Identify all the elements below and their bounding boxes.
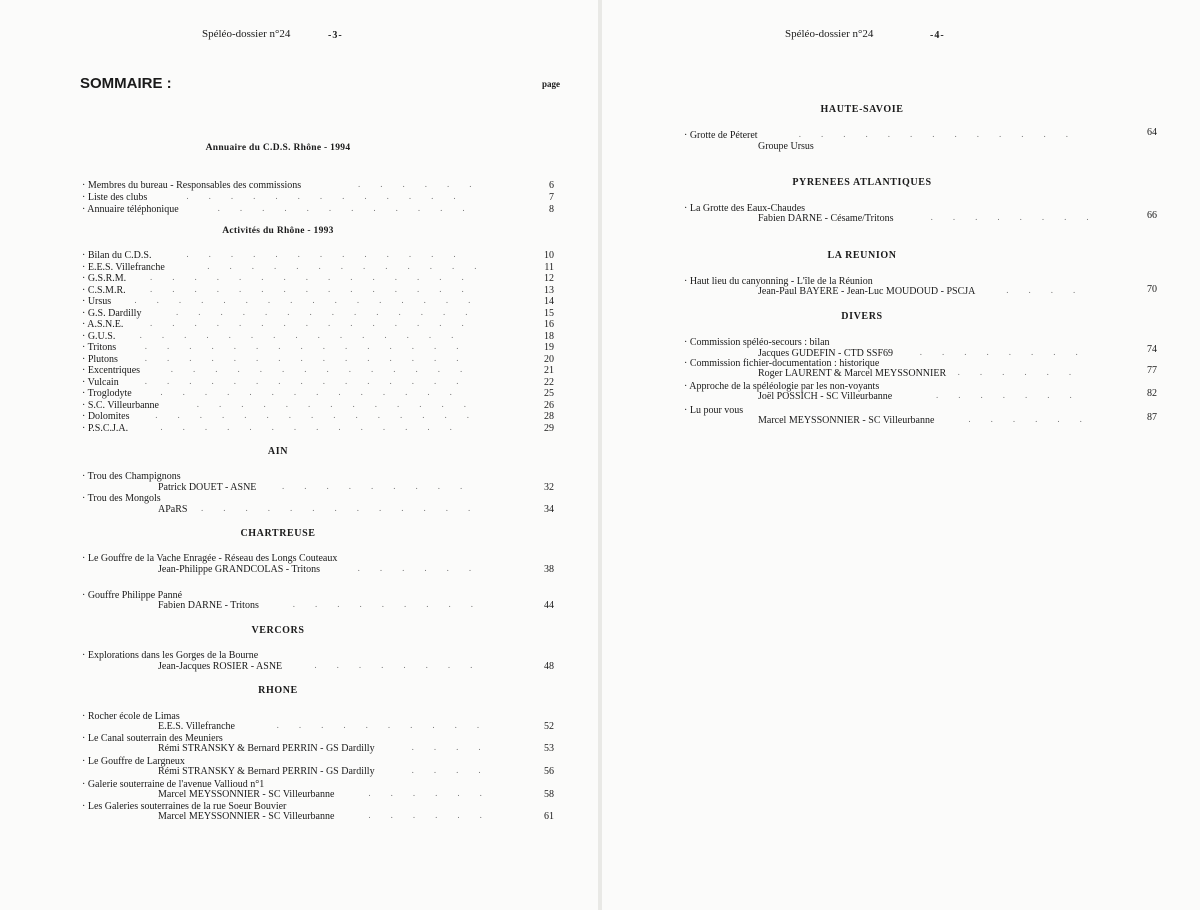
running-title-left: Spéléo-dossier n°24 bbox=[202, 28, 291, 40]
entry-author: APaRS bbox=[158, 504, 188, 515]
entry-title: · Commission fichier-documentation : historique bbox=[684, 358, 880, 369]
entry-page-number: 28 bbox=[544, 411, 554, 422]
entry-page-number: 48 bbox=[544, 661, 554, 672]
entry-page-number: 29 bbox=[544, 423, 554, 434]
leader-dots: ............. bbox=[201, 503, 491, 513]
section-heading: Annuaire du C.D.S. Rhône - 1994 bbox=[205, 143, 351, 153]
leader-dots: ............. bbox=[798, 129, 1089, 139]
leader-dots: ........ bbox=[930, 212, 1109, 222]
entry-author: Roger LAURENT & Marcel MEYSSONNIER bbox=[758, 368, 947, 379]
leader-dots: ......... bbox=[292, 599, 494, 609]
entry-author: Rémi STRANSKY & Bernard PERRIN - GS Dardilly bbox=[158, 743, 375, 754]
entry-author: Jean-Philippe GRANDCOLAS - Tritons bbox=[158, 564, 320, 575]
entry-title: · Annuaire téléphonique bbox=[82, 204, 179, 215]
entry-page-number: 82 bbox=[1147, 388, 1157, 399]
entry-author: Joël POSSICH - SC Villeurbanne bbox=[758, 391, 893, 402]
running-title-right: Spéléo-dossier n°24 bbox=[785, 28, 874, 40]
entry-title: · C.S.M.R. bbox=[82, 285, 126, 296]
entry-title: · Les Galeries souterraines de la rue Soeur Bouvier bbox=[82, 801, 287, 812]
entry-page-number: 11 bbox=[544, 262, 554, 273]
entry-title: · Approche de la spéléologie par les non-voyants bbox=[684, 381, 880, 392]
leader-dots: .............. bbox=[170, 364, 483, 374]
leader-dots: ...... bbox=[957, 367, 1092, 377]
entry-author: Marcel MEYSSONNIER - SC Villeurbanne bbox=[158, 789, 335, 800]
entry-page-number: 87 bbox=[1147, 412, 1157, 423]
folio-right: -4- bbox=[930, 30, 945, 41]
leader-dots: ............. bbox=[186, 191, 476, 201]
entry-page-number: 32 bbox=[544, 482, 554, 493]
entry-title: · Trou des Mongols bbox=[82, 493, 161, 504]
entry-author: Jean-Paul BAYERE - Jean-Luc MOUDOUD - PSCJA bbox=[758, 286, 976, 297]
entry-page-number: 10 bbox=[544, 250, 554, 261]
entry-page-number: 66 bbox=[1147, 210, 1157, 221]
entry-title: · Haut lieu du canyonning - L'île de la Réunion bbox=[684, 276, 873, 287]
leader-dots: ............. bbox=[196, 399, 487, 409]
section-heading: AIN bbox=[267, 446, 289, 457]
entry-title: · A.S.N.E. bbox=[82, 319, 124, 330]
entry-page-number: 25 bbox=[544, 388, 554, 399]
entry-title: · La Grotte des Eaux-Chaudes bbox=[684, 203, 806, 214]
entry-page-number: 18 bbox=[544, 331, 554, 342]
entry-title: · Plutons bbox=[82, 354, 118, 365]
entry-title: · Vulcain bbox=[82, 377, 119, 388]
entry-page-number: 8 bbox=[549, 204, 554, 215]
entry-title: · Tritons bbox=[82, 342, 117, 353]
leader-dots: .............. bbox=[160, 422, 472, 432]
entry-title: · Ursus bbox=[82, 296, 112, 307]
entry-page-number: 13 bbox=[544, 285, 554, 296]
leader-dots: .... bbox=[411, 765, 501, 775]
entry-title: · S.C. Villeurbanne bbox=[82, 400, 159, 411]
section-heading: HAUTE-SAVOIE bbox=[820, 104, 904, 115]
entry-page-number: 53 bbox=[544, 743, 554, 754]
entry-page-number: 26 bbox=[544, 400, 554, 411]
leader-dots: ................ bbox=[134, 295, 491, 305]
entry-page-number: 7 bbox=[549, 192, 554, 203]
entry-page-number: 20 bbox=[544, 354, 554, 365]
leader-dots: ...... bbox=[368, 788, 502, 798]
entry-title: · Bilan du C.D.S. bbox=[82, 250, 152, 261]
entry-page-number: 6 bbox=[549, 180, 554, 191]
entry-title: · Trou des Champignons bbox=[82, 471, 181, 482]
entry-title: · Le Gouffre de Largneux bbox=[82, 756, 185, 767]
entry-title: · Le Canal souterrain des Meuniers bbox=[82, 733, 223, 744]
leader-dots: ............... bbox=[150, 284, 484, 294]
entry-author: Marcel MEYSSONNIER - SC Villeurbanne bbox=[758, 415, 935, 426]
entry-title: · Galerie souterraine de l'avenue Vallioud n°1 bbox=[82, 779, 265, 790]
leader-dots: ...... bbox=[357, 563, 492, 573]
entry-author: Rémi STRANSKY & Bernard PERRIN - GS Dardilly bbox=[158, 766, 375, 777]
leader-dots: ............... bbox=[144, 353, 479, 363]
entry-author: Marcel MEYSSONNIER - SC Villeurbanne bbox=[158, 811, 335, 822]
leader-dots: ...... bbox=[368, 810, 502, 820]
entry-title: · Gouffre Philippe Panné bbox=[82, 590, 183, 601]
entry-title: · Liste des clubs bbox=[82, 192, 148, 203]
section-heading: Activités du Rhône - 1993 bbox=[222, 226, 334, 236]
entry-title: · Rocher école de Limas bbox=[82, 711, 180, 722]
entry-page-number: 56 bbox=[544, 766, 554, 777]
entry-title: · Troglodyte bbox=[82, 388, 132, 399]
leader-dots: ............. bbox=[207, 261, 497, 271]
section-heading: PYRENEES ATLANTIQUES bbox=[792, 177, 932, 188]
folio-left: -3- bbox=[328, 30, 343, 41]
entry-title: · Le Gouffre de la Vache Enragée - Réseau des Longs Couteaux bbox=[82, 553, 338, 564]
entry-title: · G.U.S. bbox=[82, 331, 116, 342]
entry-author: Jacques GUDEFIN - CTD SSF69 bbox=[758, 348, 893, 359]
entry-page-number: 74 bbox=[1147, 344, 1157, 355]
entry-title: · P.S.C.J.A. bbox=[82, 423, 129, 434]
leader-dots: ............... bbox=[150, 318, 484, 328]
entry-page-number: 44 bbox=[544, 600, 554, 611]
entry-page-number: 22 bbox=[544, 377, 554, 388]
leader-dots: ............... bbox=[144, 341, 479, 351]
entry-page-number: 19 bbox=[544, 342, 554, 353]
entry-page-number: 15 bbox=[544, 308, 554, 319]
entry-page-number: 58 bbox=[544, 789, 554, 800]
section-heading: CHARTREUSE bbox=[240, 528, 316, 539]
leader-dots: .......... bbox=[276, 720, 500, 730]
entry-author: Fabien DARNE - Césame/Tritons bbox=[758, 213, 894, 224]
leader-dots: .............. bbox=[176, 307, 488, 317]
entry-author: Groupe Ursus bbox=[758, 141, 814, 152]
entry-title: · Excentriques bbox=[82, 365, 141, 376]
leader-dots: ........ bbox=[314, 660, 493, 670]
entry-page-number: 77 bbox=[1147, 365, 1157, 376]
entry-title: · Dolomites bbox=[82, 411, 130, 422]
entry-page-number: 38 bbox=[544, 564, 554, 575]
leader-dots: ....... bbox=[936, 390, 1092, 400]
entry-title: · G.S. Dardilly bbox=[82, 308, 142, 319]
entry-title: · Grotte de Péteret bbox=[684, 130, 758, 141]
entry-page-number: 64 bbox=[1147, 127, 1157, 138]
section-heading: RHONE bbox=[258, 685, 298, 696]
section-heading: VERCORS bbox=[251, 625, 305, 636]
entry-author: Jean-Jacques ROSIER - ASNE bbox=[158, 661, 283, 672]
entry-page-number: 16 bbox=[544, 319, 554, 330]
entry-page-number: 21 bbox=[544, 365, 554, 376]
leader-dots: ......... bbox=[282, 481, 483, 491]
leader-dots: ............... bbox=[155, 410, 489, 420]
section-heading: LA REUNION bbox=[827, 250, 897, 261]
entry-author: Fabien DARNE - Tritons bbox=[158, 600, 259, 611]
leader-dots: ............ bbox=[217, 203, 485, 213]
leader-dots: .... bbox=[411, 742, 501, 752]
leader-dots: .... bbox=[1006, 285, 1096, 295]
page-column-label: page bbox=[542, 79, 560, 89]
entry-page-number: 70 bbox=[1147, 284, 1157, 295]
entry-page-number: 34 bbox=[544, 504, 554, 515]
entry-author: Patrick DOUET - ASNE bbox=[158, 482, 257, 493]
sommaire-title: SOMMAIRE : bbox=[80, 75, 172, 92]
entry-page-number: 14 bbox=[544, 296, 554, 307]
entry-author: E.E.S. Villefranche bbox=[158, 721, 235, 732]
leader-dots: ............... bbox=[139, 330, 474, 340]
section-heading: DIVERS bbox=[841, 311, 883, 322]
entry-page-number: 52 bbox=[544, 721, 554, 732]
leader-dots: ........ bbox=[919, 347, 1098, 357]
entry-title: · Commission spéléo-secours : bilan bbox=[684, 337, 830, 348]
entry-title: · E.E.S. Villefranche bbox=[82, 262, 165, 273]
entry-page-number: 61 bbox=[544, 811, 554, 822]
entry-title: · Lu pour vous bbox=[684, 405, 744, 416]
leader-dots: ............. bbox=[186, 249, 476, 259]
leader-dots: ............... bbox=[150, 272, 484, 282]
entry-title: · G.S.R.M. bbox=[82, 273, 127, 284]
leader-dots: ............... bbox=[144, 376, 479, 386]
leader-dots: .............. bbox=[160, 387, 472, 397]
leader-dots: ...... bbox=[968, 414, 1102, 424]
leader-dots: ...... bbox=[358, 179, 492, 189]
entry-title: · Membres du bureau - Responsables des commissions bbox=[82, 180, 302, 191]
entry-title: · Explorations dans les Gorges de la Bourne bbox=[82, 650, 259, 661]
entry-page-number: 12 bbox=[544, 273, 554, 284]
